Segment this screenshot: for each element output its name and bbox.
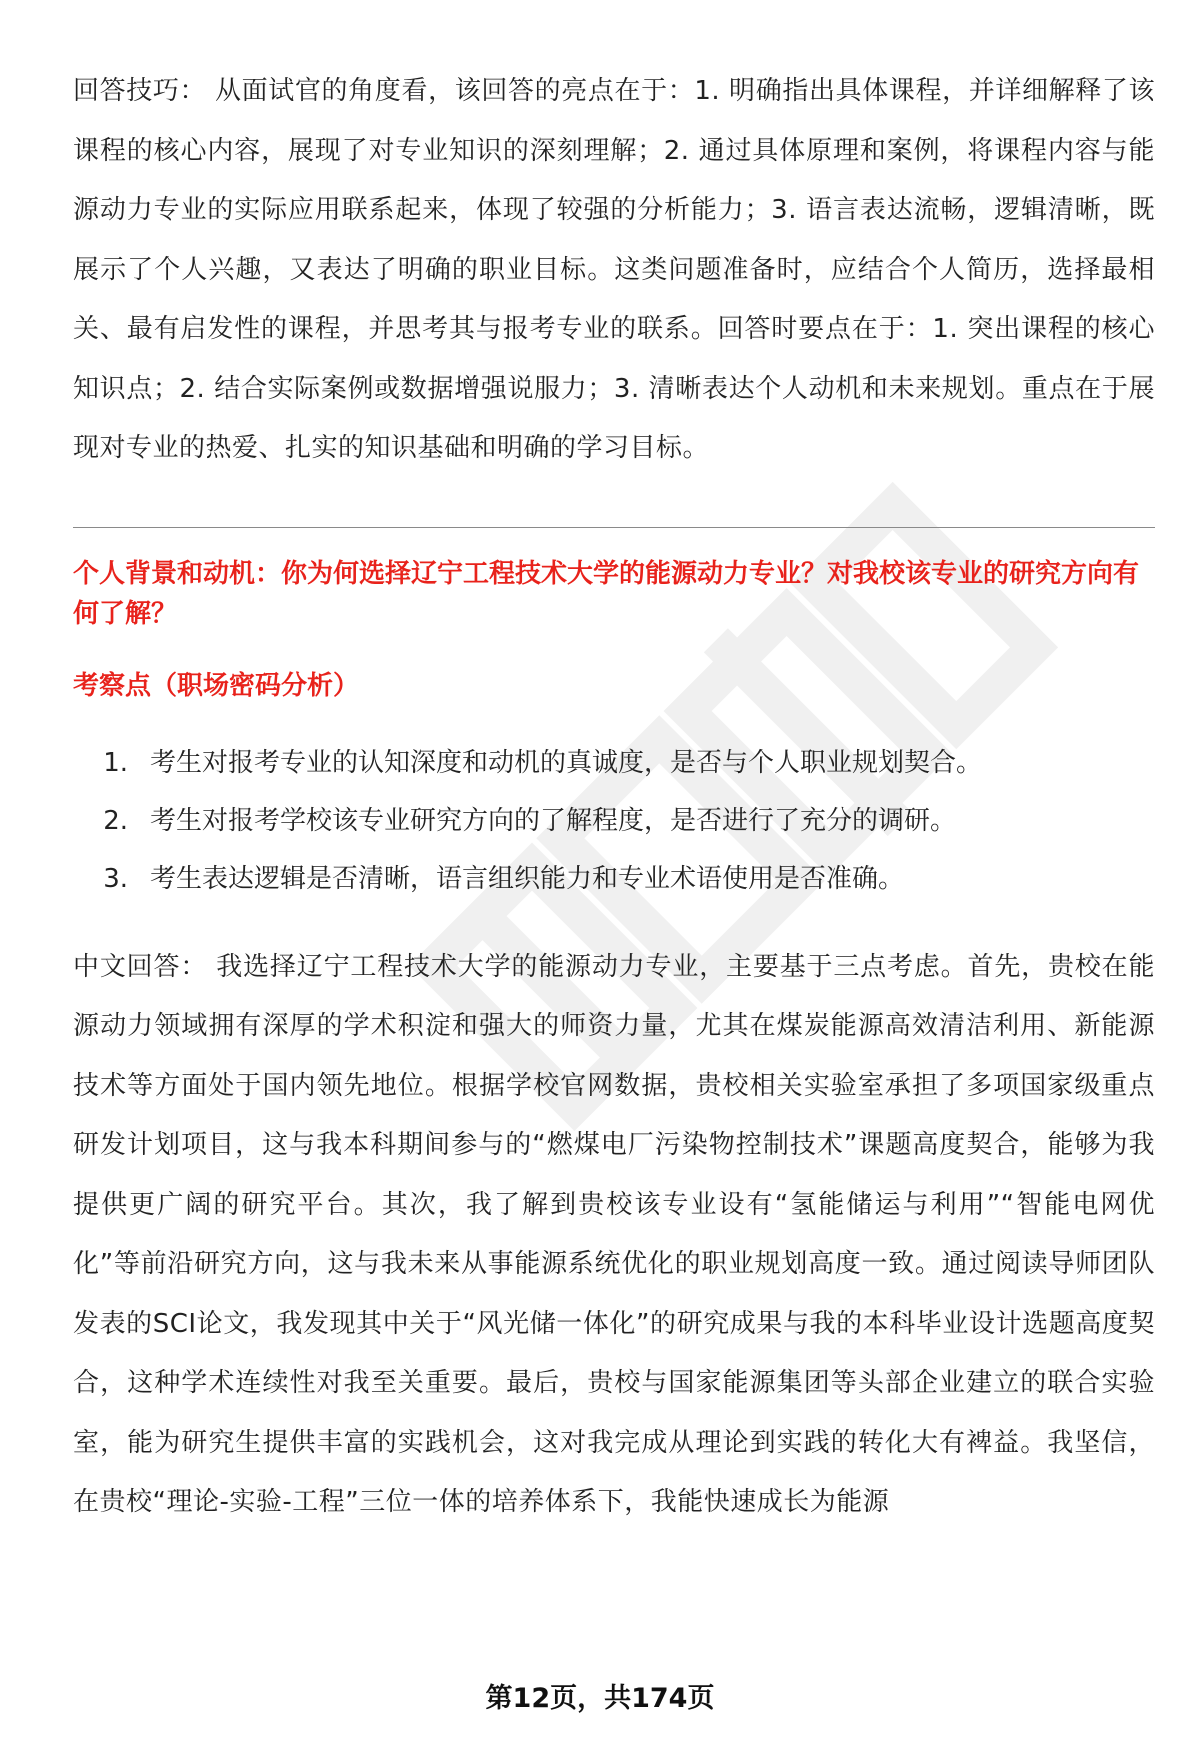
list-item-text: 考生表达逻辑是否清晰，语言组织能力和专业术语使用是否准确。	[150, 863, 905, 894]
page-number-footer: 第12页，共174页	[485, 1683, 715, 1714]
document-page	[73, 62, 1155, 1533]
chinese-answer-paragraph: 中文回答： 我选择辽宁工程技术大学的能源动力专业，主要基于三点考虑。首先，贵校在能源动力领域拥有深厚的学术积淀和强大的师资力量，尤其在煤炭能源高效清洁利用、新能源技术等方面处于国内领先地位。根据学校官网数据，贵校相关实验室承担了多项国家级重点研发计划项目，这与我本科期间参与的“燃煤电厂污染物控制技术”课题高度契合，能够为我提供更广阔的研究平台。其次，我了解到贵校该专业设有“氢能储运与利用”“智能电网优化”等前沿研究方向，这与我未来从事能源系统优化的职业规划高度一致。通过阅读导师团队发表的SCI论文，我发现其中关于“风光储一体化”的研究成果与我的本科毕业设计选题高度契合，这种学术连续性对我至关重要。最后，贵校与国家能源集团等头部企业建立的联合实验室，能为研究生提供丰富的实践机会，这对我完成从理论到实践的转化大有裨益。我坚信，在贵校“理论-实验-工程”三位一体的培养体系下，我能快速成长为能源	[73, 951, 1155, 1517]
list-item-text: 考生对报考学校该专业研究方向的了解程度，是否进行了充分的调研。	[150, 805, 957, 836]
focus-list	[73, 734, 1155, 908]
list-item-number: 2.	[103, 805, 128, 836]
list-item-number: 1.	[103, 747, 128, 778]
focus-heading: 考察点（职场密码分析）	[73, 670, 360, 701]
answer-tips-paragraph: 回答技巧： 从面试官的角度看，该回答的亮点在于：1. 明确指出具体课程，并详细解释了该课程的核心内容，展现了对专业知识的深刻理解；2. 通过具体原理和案例，将课程内容与能源动力专业的实际应用联系起来，体现了较强的分析能力；3. 语言表达流畅，逻辑清晰，既展示了个人兴趣，又表达了明确的职业目标。这类问题准备时，应结合个人简历，选择最相关、最有启发性的课程，并思考其与报考专业的联系。回答时要点在于：1. 突出课程的核心知识点；2. 结合实际案例或数据增强说服力；3. 清晰表达个人动机和未来规划。重点在于展现对专业的热爱、扎实的知识基础和明确的学习目标。	[73, 76, 1155, 463]
list-item	[73, 734, 1155, 792]
section-divider	[73, 527, 1155, 528]
question-heading: 个人背景和动机：你为何选择辽宁工程技术大学的能源动力专业？对我校该专业的研究方向有何了解？	[73, 558, 1140, 629]
list-item-text: 考生对报考专业的认知深度和动机的真诚度，是否与个人职业规划契合。	[150, 747, 983, 778]
list-item	[73, 850, 1155, 908]
list-item	[73, 792, 1155, 850]
list-item-number: 3.	[103, 863, 128, 894]
